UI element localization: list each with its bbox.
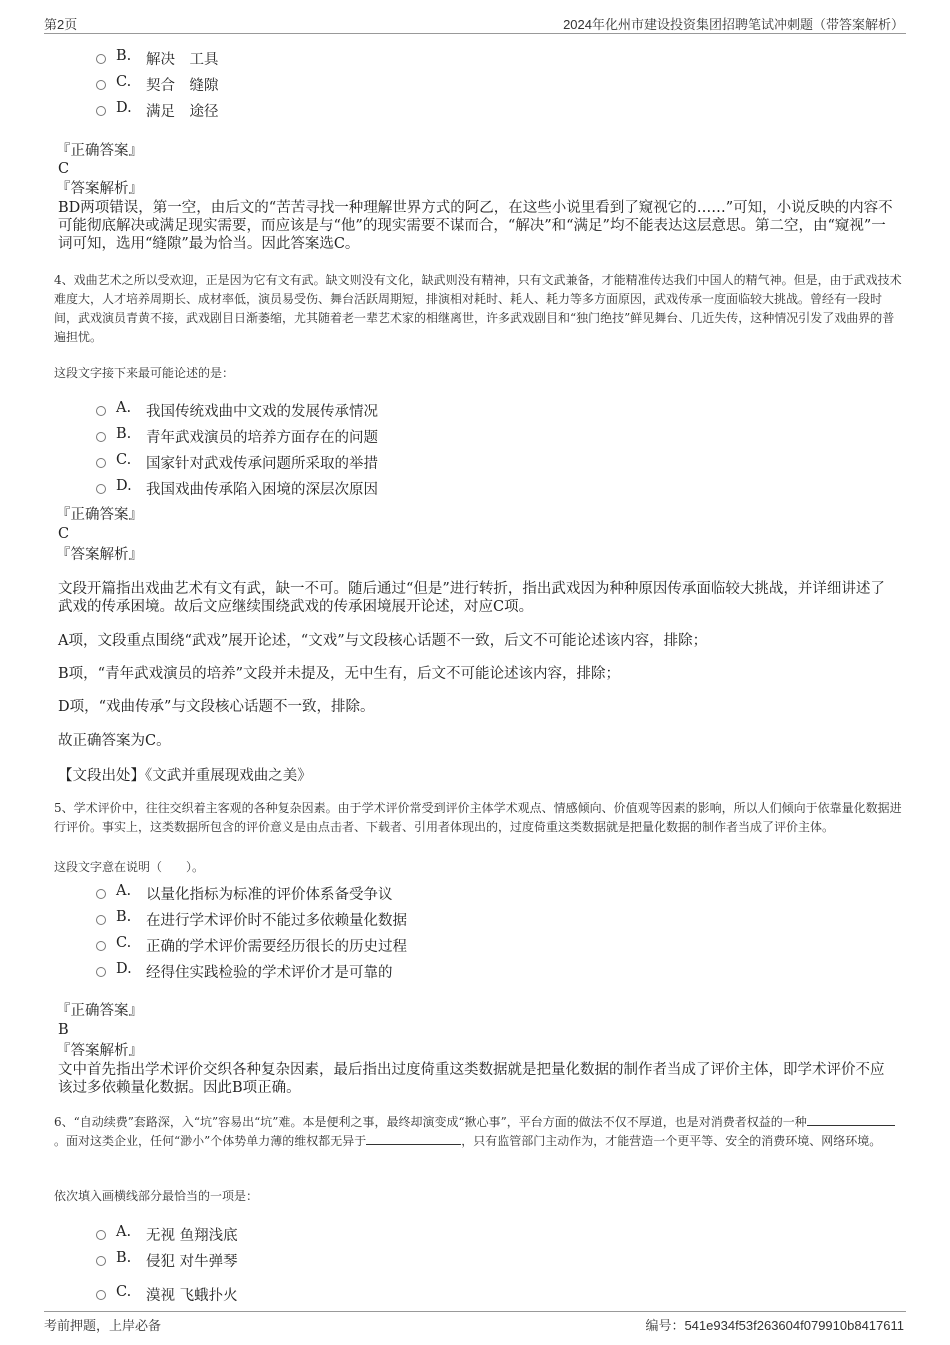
q3-analysis-heading: 『答案解析』 — [56, 181, 143, 197]
q4-analysis-p3: B项，“青年武戏演员的培养”文段并未提及，无中生有，后文不可能论述该内容，排除； — [58, 666, 620, 682]
radio-icon[interactable] — [96, 915, 106, 925]
radio-icon[interactable] — [96, 967, 106, 977]
q4-analysis-p5: 故正确答案为C。 — [58, 733, 171, 749]
radio-icon[interactable] — [96, 406, 106, 416]
page-number: 第2页 — [44, 17, 78, 32]
q3-answer-heading: 『正确答案』 — [56, 143, 143, 159]
radio-icon[interactable] — [96, 54, 106, 64]
q5-stem: 5、学术评价中，往往交织着主客观的各种复杂因素。由于学术评价常受到评价主体学术观点、情感倾向、价值观等因素的影响，所以人们倾向于依靠量化数据进行评价。事实上，这类数据所包含的评价意义是由点击者、下载者、引用者体现出的，过度倚重这类数据就是把量化数据的制作者当成了评价主体。 — [54, 801, 902, 834]
radio-icon[interactable] — [96, 1256, 106, 1266]
radio-icon[interactable] — [96, 484, 106, 494]
fill-blank-2[interactable] — [366, 1132, 461, 1145]
document-title: 2024年化州市建设投资集团招聘笔试冲刺题（带答案解析） — [563, 17, 904, 32]
q4-analysis-p1: 文段开篇指出戏曲艺术有文有武，缺一不可。随后通过“但是”进行转折，指出武戏因为种种原因传承面临较大挑战，并详细讲述了武戏的传承困境。故后文应继续围绕武戏的传承困境展开论述，对应C项。 — [58, 581, 885, 615]
q4-question: 这段文字接下来最可能论述的是： — [54, 366, 235, 380]
footer-left: 考前押题，上岸必备 — [44, 1318, 162, 1333]
q5-answer: B — [58, 1022, 69, 1038]
radio-icon[interactable] — [96, 432, 106, 442]
radio-icon[interactable] — [96, 889, 106, 899]
q6-stem: 6、“自动续费”套路深，入“坑”容易出“坑”难。本是便利之事，最终却演变成“揪心事”，平台方面的做法不仅不厚道，也是对消费者权益的一种。面对这类企业，任何“渺小”个体势单力薄的维权都无异于 ，只有监管部门主动作为，才能营造一个更平等、安全的消费环境、网络环境。 — [54, 1113, 902, 1151]
radio-icon[interactable] — [96, 1290, 106, 1300]
q4-stem: 4、戏曲艺术之所以受欢迎，正是因为它有文有武。缺文则没有文化，缺武则没有精神，只有文武兼备，才能精准传达我们中国人的精气神。但是，由于武戏技术难度大，人才培养周期长、成材率低，演员易受伤、舞台活跃周期短，排演相对耗时、耗人、耗力等多方面原因，武戏传承一度面临较大挑战。曾经有一段时间，武戏演员青黄不接，武戏剧目日渐萎缩，尤其随着老一辈艺术家的相继离世，许多武戏剧目和“独门绝技”鲜见舞台、几近失传，这种情况引发了戏曲界的普遍担忧。 — [54, 273, 902, 344]
q5-answer-heading: 『正确答案』 — [56, 1003, 143, 1019]
fill-blank-1[interactable] — [807, 1113, 895, 1126]
q4-analysis-p4: D项，“戏曲传承”与文段核心话题不一致，排除。 — [58, 699, 375, 715]
q6-question: 依次填入画横线部分最恰当的一项是： — [54, 1189, 259, 1203]
q4-answer: C — [58, 526, 70, 542]
radio-icon[interactable] — [96, 1230, 106, 1240]
q3-answer: C — [58, 161, 70, 177]
radio-icon[interactable] — [96, 80, 106, 90]
q5-analysis: 文中首先指出学术评价交织各种复杂因素，最后指出过度倚重这类数据就是把量化数据的制作者当成了评价主体，即学术评价不应该过多依赖量化数据。因此B项正确。 — [58, 1062, 885, 1096]
q3-analysis: BD两项错误，第一空，由后文的“苦苦寻找一种理解世界方式的阿乙，在这些小说里看到了窥视它的……”可知，小说反映的内容不可能彻底解决或满足现实需要，而应该是与“他”的现实需要不谋而合，“解决”和“满足”均不能表达这层意思。第二空，由“窥视”一词可知，选用“缝隙”最为恰当。因此答案选C。 — [58, 200, 893, 252]
q5-analysis-heading: 『答案解析』 — [56, 1043, 143, 1059]
radio-icon[interactable] — [96, 106, 106, 116]
radio-icon[interactable] — [96, 458, 106, 468]
q4-analysis-p2: A项，文段重点围绕“武戏”展开论述，“文戏”与文段核心话题不一致，后文不可能论述该内容，排除； — [58, 633, 708, 649]
q5-question: 这段文字意在说明（ ）。 — [54, 860, 205, 874]
q4-analysis-heading: 『答案解析』 — [56, 547, 143, 563]
q4-source: 【文段出处】《文武并重展现戏曲之美》 — [58, 768, 312, 784]
footer-rule — [44, 1311, 906, 1312]
document-id: 编号：541e934f53f263604f079910b8417611 — [645, 1318, 904, 1333]
radio-icon[interactable] — [96, 941, 106, 951]
header-rule — [44, 33, 906, 34]
q4-answer-heading: 『正确答案』 — [56, 507, 143, 523]
